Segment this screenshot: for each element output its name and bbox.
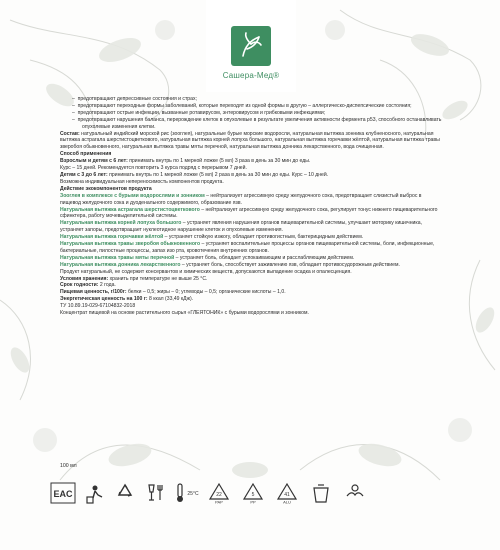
- brand-name: Сашера-Мед®: [222, 71, 280, 80]
- hands-care-icon: [344, 482, 366, 504]
- usage-course: Курс – 15 дней. Рекомендуется повторить 3 курса подряд с перерывом 7 дней.: [60, 165, 247, 172]
- action-item: Натуральная вытяжка корней лопуха большого – устраняет явления нарушения органов пищеварительной системы, улучшает моторику кишечника, устраняет запоры, предотвращает нуклеотидное нарушение клеток и опухолевые изменения.: [60, 220, 422, 234]
- thermometer-icon: [174, 482, 200, 504]
- action-item: Натуральная вытяжка травы зверобоя обыкновенного – устраняет воспалительные процессы органов пищеварительной системы, боли, инфекционные, бактериальные, пилостные процессы, запах изо рта, кровотечения внутренних органов.: [60, 241, 435, 254]
- tu-code: ТУ 10.89.19-029-67104832-2018: [60, 303, 136, 310]
- list-item: – предотвращают депрессивные состояния и страх;: [72, 96, 197, 102]
- volume: 100 мл: [60, 463, 77, 469]
- eac-mark-icon: [50, 482, 76, 504]
- usage-warning: Возможна индивидуальная непереносимость компонентов продукта.: [60, 178, 224, 185]
- action-item: Натуральная вытяжка астрагала шерстистоцветкового – нейтрализует агрессивную среду желудочного сока, регулирует тонус нижнего пищеварительного сфинктера, работу мочевыделительной системы.: [60, 206, 438, 220]
- action-item: Зооглея в комплексе с бурыми водорослями и зонником – нейтрализует агрессивную среду желудочного сока, предотвращает слизистый выброс в пищевод желудочного сока и дуоденального содержимого, образование язв.: [60, 192, 422, 206]
- action-title: Действие экокомпонентов продукта: [60, 185, 152, 192]
- mobius-recycle-icon: [114, 482, 136, 504]
- usage-title: Способ применения: [60, 151, 112, 158]
- composition: Состав: натуральный индийский морской рис (зооглея), натуральные бурые морские водоросли, натуральная вытяжка зонника клубненосного, натуральная вытяжка астрагала шерстистоцветкового, натуральная вытяжка корней лопуха большого, натуральная вытяжка горечавки жёлтой, натуральная вытяжка травы зверобоя обыкновенного, натуральная вытяжка травы мяты перечной, натуральная вытяжка донника лекарственного, вода очищенная.: [60, 130, 440, 151]
- glass-fork-icon: [144, 482, 166, 504]
- shelf-life: Срок годности: 2 года.: [60, 282, 116, 289]
- usage-kids: Детям с 3 до 6 лет: принимать внутрь по 1 мерной ложке (5 мл) 2 раза в день за 30 мин до еды. Курс – 10 дней.: [60, 171, 329, 178]
- list-item: – предотвращают переходные формы заболеваний, которые переходят из одной формы в другую – аллергическо-диспепсические состояния;: [72, 102, 412, 109]
- action-item: Натуральная вытяжка травы мяты перечной – устраняет боль, обладает успокаивающим и расслабляющим действием.: [60, 254, 355, 261]
- svg-text:25°C: 25°C: [187, 491, 199, 497]
- svg-text:5: 5: [251, 492, 255, 498]
- energy: Энергетическая ценность на 100 г: 8 ккал (33,49 кДж).: [60, 296, 194, 303]
- recycle-pp-icon: [242, 482, 264, 504]
- list-item: – предотвращают острые инфекции, вызванные ротавирусом, энтеровирусом и грибковыми инфекциями;: [72, 109, 326, 116]
- brand-logo: [206, 0, 296, 92]
- marks-row: [50, 482, 450, 506]
- svg-text:EAC: EAC: [53, 489, 73, 499]
- product-note: Продукт натуральный, не содержит консервантов и химических веществ, допускаются выпадение осадка и опалесценция.: [60, 268, 352, 275]
- action-item: Натуральная вытяжка донника лекарственного – устраняет боль, способствует заживлению язв, обладает противосудорожным действием.: [60, 261, 400, 268]
- svg-text:PP: PP: [250, 499, 256, 504]
- do-not-litter-icon: [84, 482, 106, 504]
- flower-logo-icon: [231, 26, 271, 66]
- svg-text:41: 41: [284, 492, 290, 498]
- usage-adults: Взрослым и детям с 6 лет: принимать внутрь по 1 мерной ложке (5 мл) 3 раза в день за 30 мин до еды.: [60, 158, 311, 165]
- benefit-list: [60, 96, 442, 131]
- concentrate-note: Концентрат пищевой на основе растительного сырья «ГЛЕЯТОНИК» с бурыми водорослями и зонником.: [60, 310, 309, 317]
- sort-waste-icon: [310, 482, 332, 504]
- nutrition: Пищевая ценность, г/100г: белки – 0,5; жиры – 0; углеводы – 0,5; органические кислоты – 1,0.: [60, 289, 286, 296]
- recycle-pap-icon: [208, 482, 230, 504]
- storage: Условия хранения: хранить при температуре не выше 25 °С.: [60, 275, 208, 282]
- svg-text:ALU: ALU: [283, 499, 291, 504]
- leaflet-text: [60, 96, 442, 317]
- svg-text:22: 22: [216, 492, 222, 498]
- list-item: – предотвращают нарушения баланса, перерождение клеток в опухолевые в результате увеличения активности фермента р53, способного останавливать опухолевые изменения клетки.: [72, 116, 442, 130]
- svg-text:PAP: PAP: [215, 499, 223, 504]
- recycle-alu-icon: [276, 482, 298, 504]
- action-item: Натуральная вытяжка горечавки жёлтой – устраняет стойкую изжогу, обладает противогистным, бактерицидным действием.: [60, 234, 364, 241]
